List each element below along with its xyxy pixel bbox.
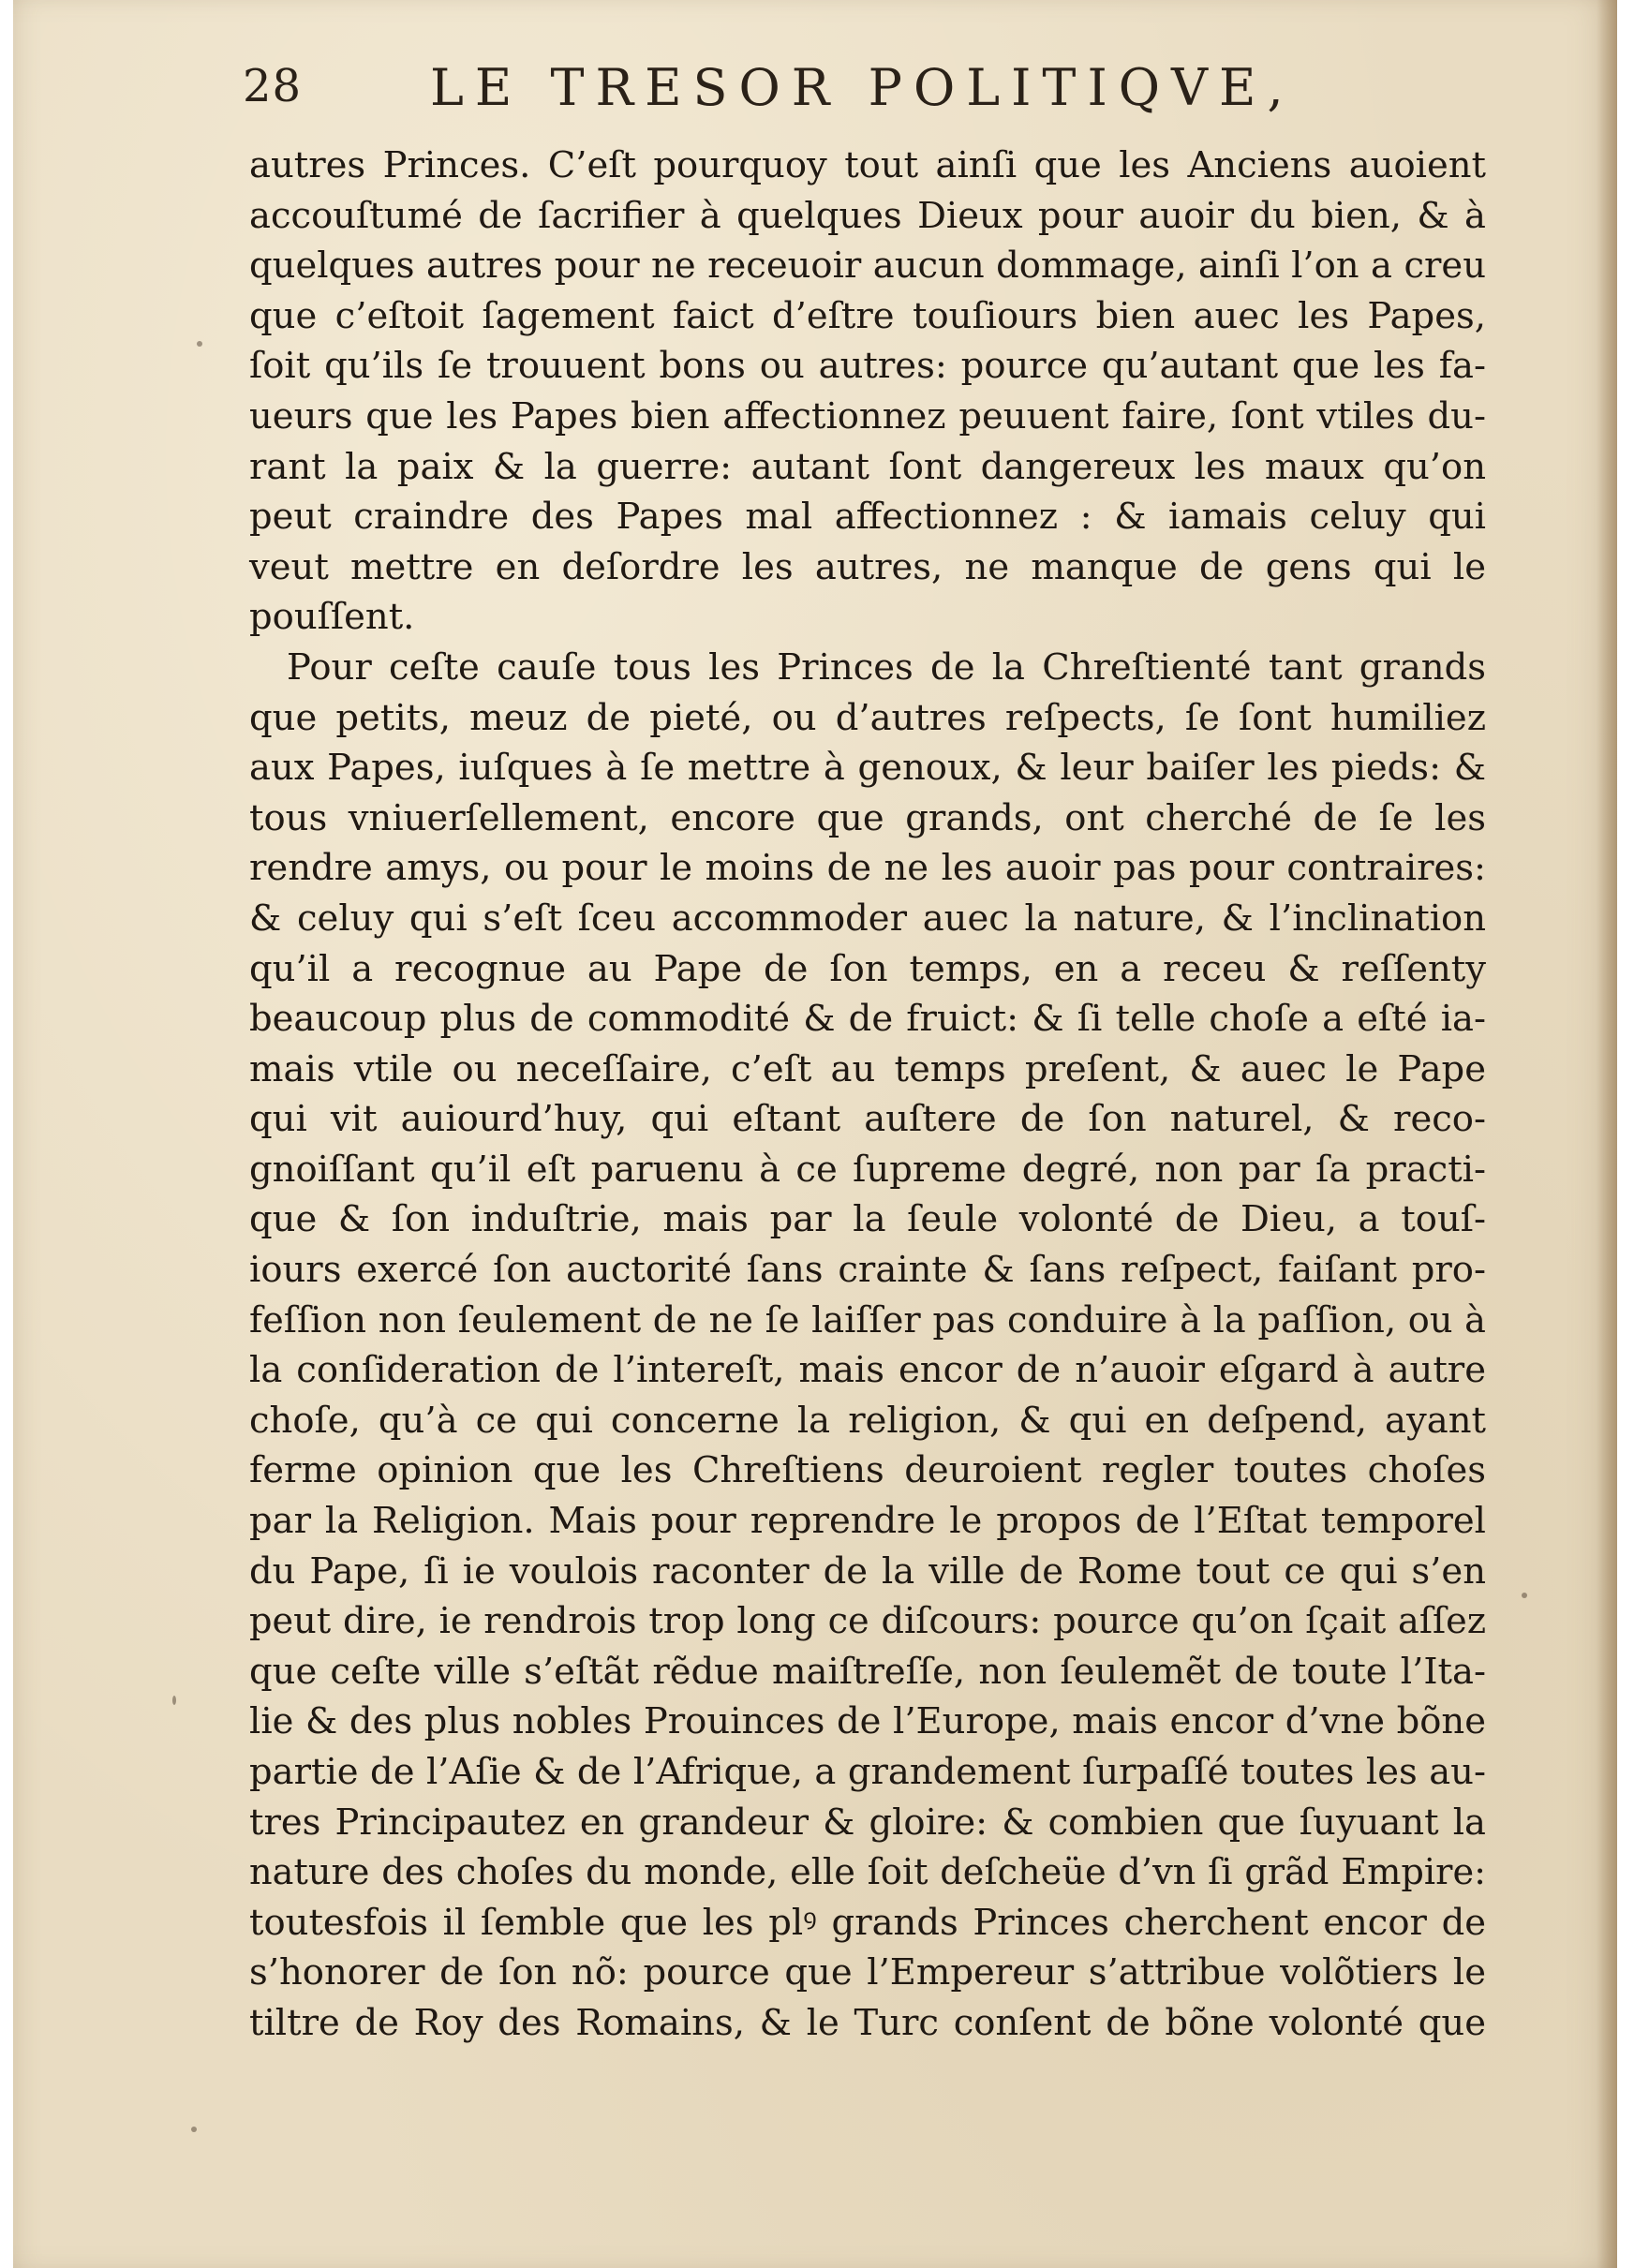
text-line: rendre amys, ou pour le moins de ne les auoir pas pour contraires: — [249, 847, 1486, 890]
text-line: ferme opinion que les Chreſtiens deuroient regler toutes choſes — [249, 1449, 1486, 1492]
text-line: s’honorer de ſon nõ: pource que l’Empereur s’attribue volõtiers le — [249, 1951, 1486, 1994]
text-line: tres Principautez en grandeur & gloire: & combien que ſuyuant la — [249, 1801, 1486, 1844]
text-line: pouſſent. — [249, 596, 415, 639]
text-line: toutesfois il ſemble que les plꝰ grands Princes cherchent encor de — [249, 1901, 1486, 1944]
ink-speck — [191, 2127, 197, 2132]
text-line: tous vniuerſellement, encore que grands, ont cherché de ſe les — [249, 796, 1486, 839]
ink-speck — [1522, 1593, 1527, 1598]
text-line: partie de l’Aſie & de l’Afrique, a grandement ſurpaſſé toutes les au- — [249, 1751, 1486, 1793]
text-line: feſſion non ſeulement de ne ſe laiſſer pas conduire à la paſſion, ou à — [249, 1298, 1486, 1342]
text-line: qu’il a recognue au Pape de ſon temps, en a receu & reſſenty — [249, 947, 1486, 990]
text-line: peut craindre des Papes mal affectionnez : & iamais celuy qui — [249, 496, 1486, 539]
text-line: du Pape, ſi ie voulois raconter de la ville de Rome tout ce qui s’en — [249, 1549, 1486, 1593]
text-line: nature des choſes du monde, elle ſoit deſcheüe d’vn ſi grãd Empire: — [249, 1851, 1486, 1894]
text-line: autres Princes. C’eſt pourquoy tout ainſi que les Anciens auoient — [249, 144, 1486, 186]
ink-speck — [197, 341, 202, 347]
page-gutter-shadow — [1597, 0, 1617, 2268]
text-line: que & ſon induſtrie, mais par la ſeule volonté de Dieu, a touſ- — [249, 1198, 1486, 1241]
text-line: mais vtile ou neceſſaire, c’eſt au temps preſent, & auec le Pape — [249, 1047, 1486, 1090]
text-line: beaucoup plus de commodité & de fruict: & ſi telle choſe a eſté ia- — [249, 998, 1486, 1041]
book-page — [13, 0, 1617, 2268]
page-number: 28 — [243, 60, 303, 112]
text-line: qui vit auiourd’huy, qui eſtant auſtere de ſon naturel, & reco- — [249, 1098, 1486, 1141]
text-line: que ceſte ville s’eſtãt rẽdue maiſtreſſe, non ſeulemẽt de toute l’Ita- — [249, 1650, 1486, 1693]
text-line: par la Religion. Mais pour reprendre le propos de l’Eſtat temporel — [249, 1500, 1486, 1543]
text-line: ueurs que les Papes bien affectionnez peuuent faire, ſont vtiles du- — [249, 394, 1486, 437]
body-text — [249, 141, 1486, 2049]
text-line: que c’eſtoit ſagement faict d’eſtre touſiours bien auec les Papes, — [249, 294, 1486, 337]
text-line: aux Papes, iuſques à ſe mettre à genoux, & leur baiſer les pieds: & — [249, 747, 1486, 790]
text-line: Pour ceſte cauſe tous les Princes de la Chreſtienté tant grands — [287, 645, 1486, 689]
text-line: rant la paix & la guerre: autant ſont dangereux les maux qu’on — [249, 445, 1486, 488]
text-line: accouſtumé de ſacrifier à quelques Dieux pour auoir du bien, & à — [249, 194, 1486, 237]
text-line: que petits, meuz de pieté, ou d’autres reſpects, ſe ſont humiliez — [249, 696, 1486, 739]
text-line: quelques autres pour ne receuoir aucun dommage, ainſi l’on a creu — [249, 245, 1486, 288]
text-line: la conſideration de l’intereſt, mais encor de n’auoir eſgard à autre — [249, 1349, 1486, 1392]
text-line: tiltre de Roy des Romains, & le Turc conſent de bõne volonté que — [249, 2001, 1486, 2044]
text-line: peut dire, ie rendrois trop long ce diſcours: pource qu’on ſçait aſſez — [249, 1600, 1486, 1643]
text-line: & celuy qui s’eſt ſceu accommoder auec la nature, & l’inclination — [249, 897, 1486, 940]
text-line: iours exercé ſon auctorité ſans crainte & ſans reſpect, faiſant pro- — [249, 1249, 1486, 1292]
text-line: gnoiſſant qu’il eſt paruenu à ce ſupreme degré, non par ſa practi- — [249, 1148, 1486, 1191]
ink-speck — [172, 1696, 176, 1705]
text-line: choſe, qu’à ce qui concerne la religion, & qui en deſpend, ayant — [249, 1399, 1486, 1442]
text-line: lie & des plus nobles Prouinces de l’Europe, mais encor d’vne bõne — [249, 1700, 1486, 1743]
text-line: ſoit qu’ils ſe trouuent bons ou autres: pource qu’autant que les fa- — [249, 345, 1486, 388]
running-title: LE TRESOR POLITIQVE, — [430, 58, 1295, 117]
page-header — [243, 58, 1348, 124]
text-line: veut mettre en deſordre les autres, ne manque de gens qui le — [249, 545, 1486, 588]
